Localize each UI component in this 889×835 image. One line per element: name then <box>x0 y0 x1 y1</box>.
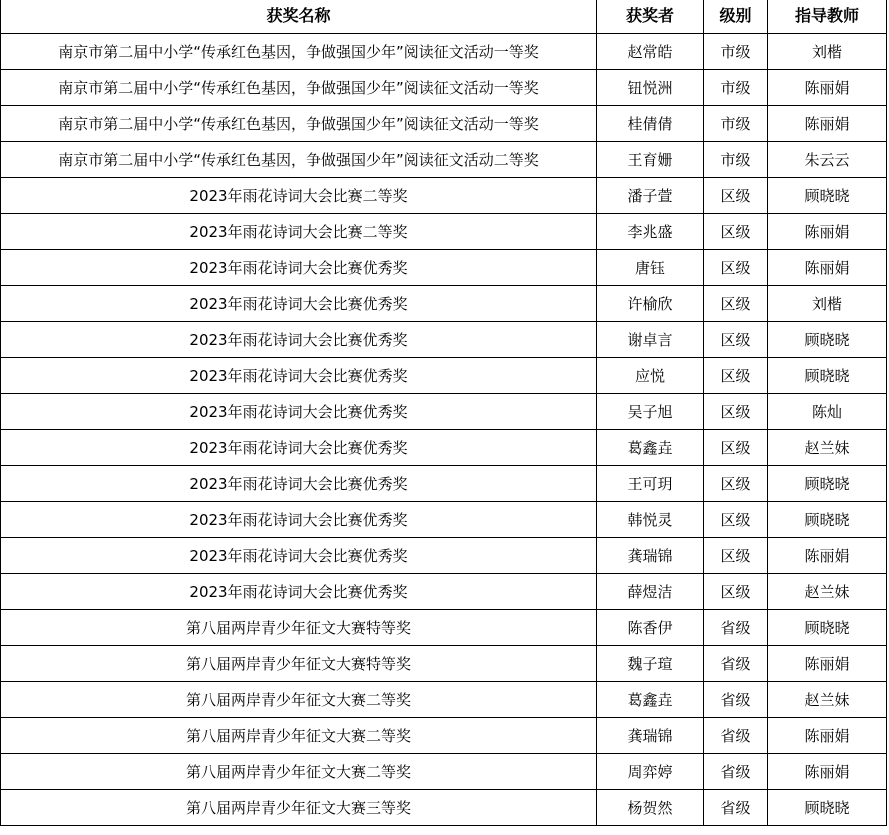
level-cell: 区级 <box>704 358 768 394</box>
table-row <box>1 286 887 322</box>
level-cell: 省级 <box>704 718 768 754</box>
winner-cell: 葛鑫垚 <box>597 430 704 466</box>
teacher-cell: 陈丽娟 <box>768 250 887 286</box>
level-cell: 市级 <box>704 142 768 178</box>
award-name-cell: 2023年雨花诗词大会比赛优秀奖 <box>1 394 597 430</box>
award-name-cell: 2023年雨花诗词大会比赛优秀奖 <box>1 358 597 394</box>
winner-cell: 韩悦灵 <box>597 502 704 538</box>
level-cell: 省级 <box>704 682 768 718</box>
level-cell: 区级 <box>704 466 768 502</box>
teacher-cell: 顾晓晓 <box>768 178 887 214</box>
table-row <box>1 466 887 502</box>
winner-cell: 许榆欣 <box>597 286 704 322</box>
winner-cell: 应悦 <box>597 358 704 394</box>
table-row <box>1 214 887 250</box>
award-name-cell: 2023年雨花诗词大会比赛优秀奖 <box>1 250 597 286</box>
award-name-cell: 第八届两岸青少年征文大赛特等奖 <box>1 610 597 646</box>
level-cell: 省级 <box>704 790 768 826</box>
award-name-cell: 南京市第二届中小学“传承红色基因，争做强国少年”阅读征文活动二等奖 <box>1 142 597 178</box>
winner-cell: 魏子瑄 <box>597 646 704 682</box>
header-level: 级别 <box>704 0 768 34</box>
teacher-cell: 赵兰妹 <box>768 574 887 610</box>
level-cell: 市级 <box>704 106 768 142</box>
winner-cell: 王育姗 <box>597 142 704 178</box>
teacher-cell: 顾晓晓 <box>768 466 887 502</box>
teacher-cell: 刘楷 <box>768 34 887 70</box>
level-cell: 区级 <box>704 178 768 214</box>
level-cell: 区级 <box>704 430 768 466</box>
award-name-cell: 2023年雨花诗词大会比赛优秀奖 <box>1 502 597 538</box>
teacher-cell: 顾晓晓 <box>768 610 887 646</box>
teacher-cell: 陈丽娟 <box>768 754 887 790</box>
level-cell: 省级 <box>704 646 768 682</box>
level-cell: 区级 <box>704 214 768 250</box>
level-cell: 省级 <box>704 610 768 646</box>
award-name-cell: 南京市第二届中小学“传承红色基因，争做强国少年”阅读征文活动一等奖 <box>1 34 597 70</box>
award-name-cell: 2023年雨花诗词大会比赛优秀奖 <box>1 466 597 502</box>
teacher-cell: 顾晓晓 <box>768 502 887 538</box>
teacher-cell: 赵兰妹 <box>768 682 887 718</box>
winner-cell: 钮悦洲 <box>597 70 704 106</box>
award-name-cell: 第八届两岸青少年征文大赛特等奖 <box>1 646 597 682</box>
table-row <box>1 250 887 286</box>
teacher-cell: 顾晓晓 <box>768 790 887 826</box>
table-row <box>1 394 887 430</box>
award-name-cell: 2023年雨花诗词大会比赛优秀奖 <box>1 574 597 610</box>
table-row <box>1 178 887 214</box>
teacher-cell: 陈灿 <box>768 394 887 430</box>
level-cell: 区级 <box>704 502 768 538</box>
teacher-cell: 陈丽娟 <box>768 214 887 250</box>
teacher-cell: 朱云云 <box>768 142 887 178</box>
table-row <box>1 790 887 826</box>
award-name-cell: 2023年雨花诗词大会比赛优秀奖 <box>1 286 597 322</box>
teacher-cell: 陈丽娟 <box>768 70 887 106</box>
award-name-cell: 2023年雨花诗词大会比赛优秀奖 <box>1 430 597 466</box>
table-row <box>1 34 887 70</box>
table-row <box>1 538 887 574</box>
award-name-cell: 第八届两岸青少年征文大赛二等奖 <box>1 754 597 790</box>
table-body <box>1 34 887 826</box>
winner-cell: 葛鑫垚 <box>597 682 704 718</box>
winner-cell: 龚瑞锦 <box>597 538 704 574</box>
winner-cell: 周弈婷 <box>597 754 704 790</box>
winner-cell: 龚瑞锦 <box>597 718 704 754</box>
level-cell: 市级 <box>704 70 768 106</box>
level-cell: 区级 <box>704 286 768 322</box>
winner-cell: 谢卓言 <box>597 322 704 358</box>
header-award-name: 获奖名称 <box>1 0 597 34</box>
header-winner: 获奖者 <box>597 0 704 34</box>
table-row <box>1 610 887 646</box>
level-cell: 区级 <box>704 394 768 430</box>
level-cell: 区级 <box>704 250 768 286</box>
teacher-cell: 陈丽娟 <box>768 538 887 574</box>
table-row <box>1 322 887 358</box>
level-cell: 市级 <box>704 34 768 70</box>
table-row <box>1 646 887 682</box>
table-row <box>1 142 887 178</box>
award-name-cell: 2023年雨花诗词大会比赛二等奖 <box>1 214 597 250</box>
winner-cell: 王可玥 <box>597 466 704 502</box>
award-name-cell: 2023年雨花诗词大会比赛优秀奖 <box>1 538 597 574</box>
winner-cell: 杨贺然 <box>597 790 704 826</box>
winner-cell: 唐钰 <box>597 250 704 286</box>
winner-cell: 桂倩倩 <box>597 106 704 142</box>
table-row <box>1 70 887 106</box>
teacher-cell: 赵兰妹 <box>768 430 887 466</box>
teacher-cell: 陈丽娟 <box>768 106 887 142</box>
award-name-cell: 2023年雨花诗词大会比赛二等奖 <box>1 178 597 214</box>
header-teacher: 指导教师 <box>768 0 887 34</box>
award-name-cell: 第八届两岸青少年征文大赛二等奖 <box>1 682 597 718</box>
winner-cell: 李兆盛 <box>597 214 704 250</box>
teacher-cell: 顾晓晓 <box>768 358 887 394</box>
winner-cell: 陈香伊 <box>597 610 704 646</box>
winner-cell: 赵常皓 <box>597 34 704 70</box>
table-row <box>1 502 887 538</box>
header-row <box>1 0 887 34</box>
table-row <box>1 574 887 610</box>
table-row <box>1 754 887 790</box>
award-name-cell: 2023年雨花诗词大会比赛优秀奖 <box>1 322 597 358</box>
award-name-cell: 第八届两岸青少年征文大赛二等奖 <box>1 718 597 754</box>
teacher-cell: 陈丽娟 <box>768 646 887 682</box>
table-row <box>1 358 887 394</box>
winner-cell: 潘子萱 <box>597 178 704 214</box>
teacher-cell: 刘楷 <box>768 286 887 322</box>
table-row <box>1 106 887 142</box>
award-name-cell: 第八届两岸青少年征文大赛三等奖 <box>1 790 597 826</box>
award-name-cell: 南京市第二届中小学“传承红色基因，争做强国少年”阅读征文活动一等奖 <box>1 70 597 106</box>
level-cell: 省级 <box>704 754 768 790</box>
winner-cell: 吴子旭 <box>597 394 704 430</box>
teacher-cell: 顾晓晓 <box>768 322 887 358</box>
table-row <box>1 430 887 466</box>
award-name-cell: 南京市第二届中小学“传承红色基因，争做强国少年”阅读征文活动一等奖 <box>1 106 597 142</box>
level-cell: 区级 <box>704 538 768 574</box>
table-row <box>1 718 887 754</box>
teacher-cell: 陈丽娟 <box>768 718 887 754</box>
level-cell: 区级 <box>704 574 768 610</box>
level-cell: 区级 <box>704 322 768 358</box>
table-row <box>1 682 887 718</box>
winner-cell: 薛煜洁 <box>597 574 704 610</box>
